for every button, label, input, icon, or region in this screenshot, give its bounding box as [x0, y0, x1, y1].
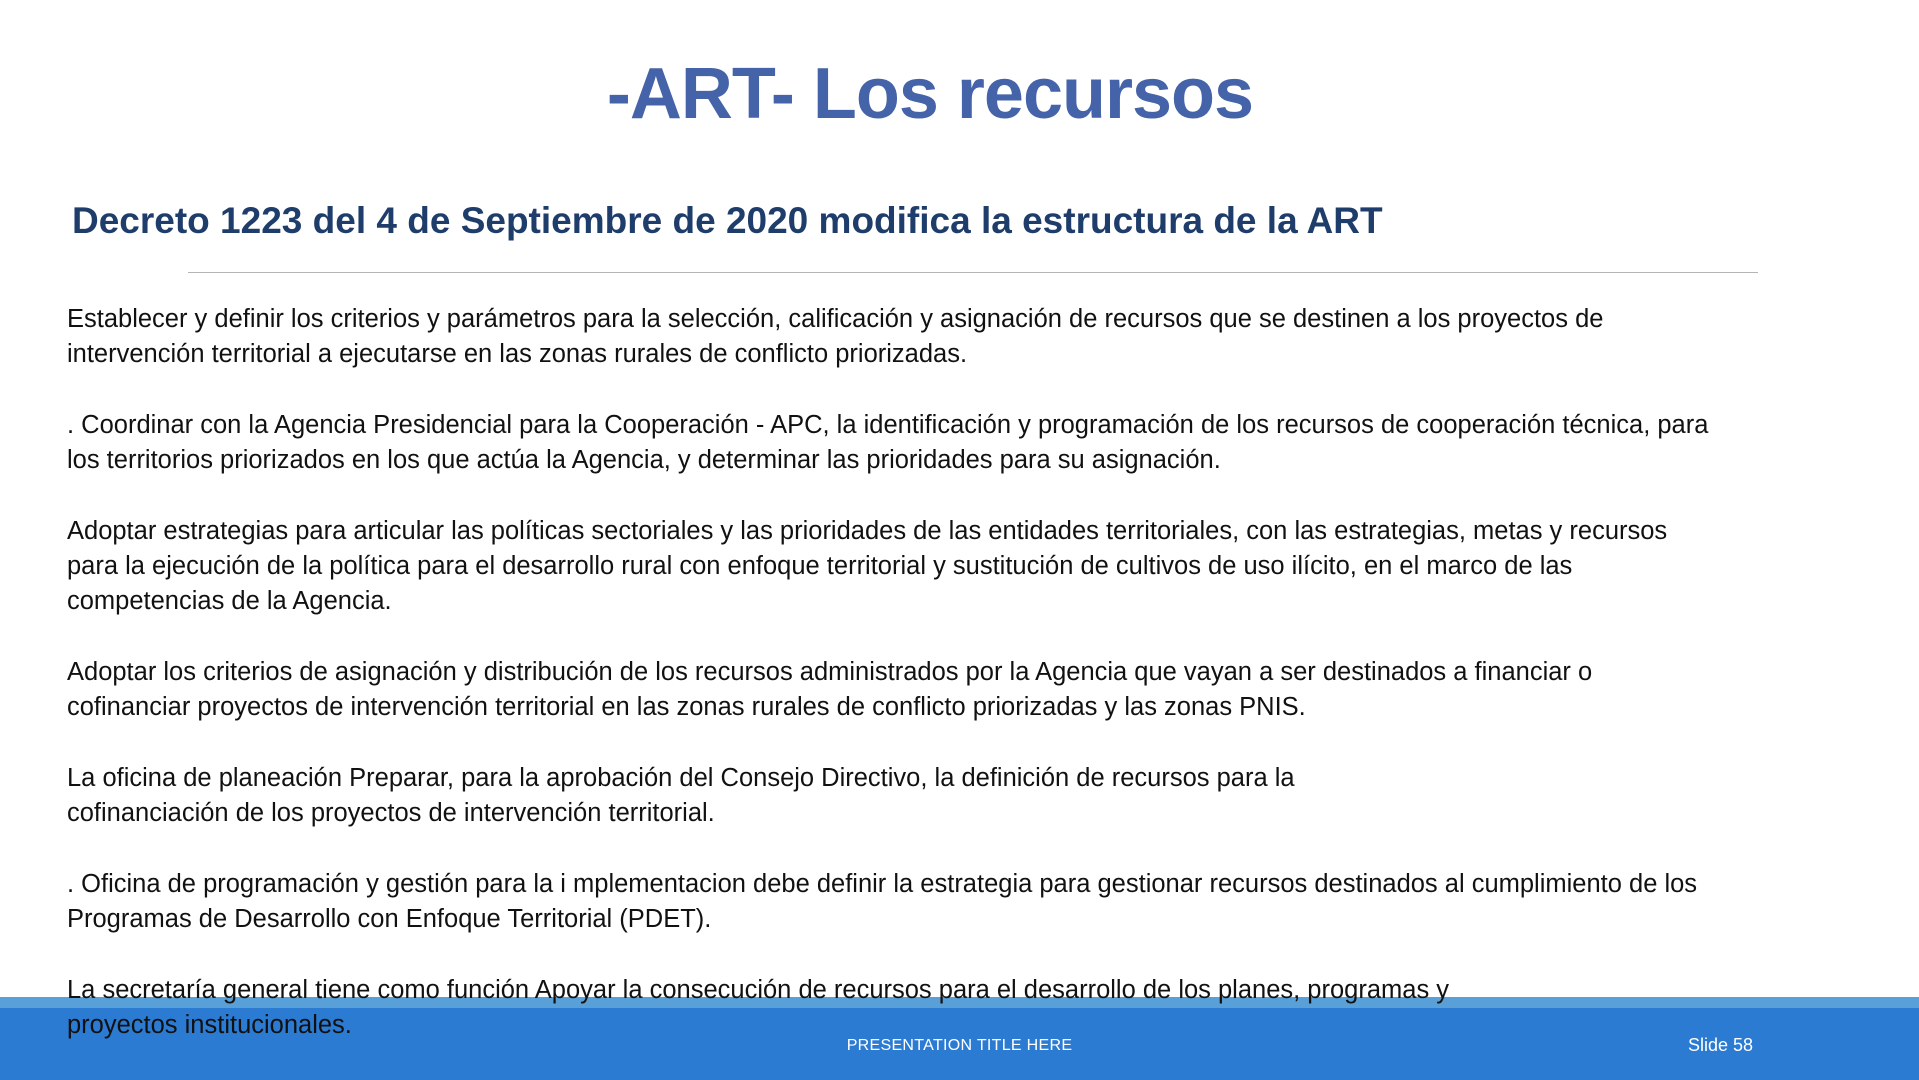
footer-presentation-title: PRESENTATION TITLE HERE	[846, 1037, 1073, 1054]
body-paragraph: . Oficina de programación y gestión para la i mplementacion debe definir la estrategia para gestionar recursos destinados al cumplimiento de los Programas de Desarrollo con Enfoque Territorial (PDET).	[67, 869, 1698, 934]
subtitle-divider	[188, 272, 1758, 273]
slide-body	[67, 302, 1867, 1079]
body-paragraph: Establecer y definir los criterios y parámetros para la selección, calificación y asignación de recursos que se destinen a los proyectos de intervención territorial a ejecutarse en las zonas rurales de conflicto priorizadas.	[67, 305, 1604, 369]
body-paragraph: Adoptar los criterios de asignación y distribución de los recursos administrados por la Agencia que vayan a ser destinados a financiar o cofinanciar proyectos de intervención territorial en las zonas rurales de conflicto priorizadas y las zonas PNIS.	[67, 657, 1593, 722]
body-paragraph: Adoptar estrategias para articular las políticas sectoriales y las prioridades de las entidades territoriales, con las estrategias, metas y recursos para la ejecución de la política para el desarrollo rural con enfoque territorial y sustitución de cultivos de uso ilícito, en el marco de las competencias de la Agencia.	[67, 516, 1668, 616]
body-paragraph: . Coordinar con la Agencia Presidencial para la Cooperación - APC, la identificación y programación de los recursos de cooperación técnica, para los territorios priorizados en los que actúa la Agencia, y determinar las prioridades para su asignación.	[67, 410, 1709, 475]
slide-title: -ART- Los recursos	[606, 54, 1254, 134]
body-paragraph: La secretaría general tiene como función Apoyar la consecución de recursos para el desarrollo de los planes, programas y proyectos institucionales.	[67, 975, 1450, 1039]
body-paragraph: La oficina de planeación Preparar, para la aprobación del Consejo Directivo, la definición de recursos para la cofinanciación de los proyectos de intervención territorial.	[67, 763, 1295, 828]
footer-slide-number: Slide 58	[1688, 1035, 1754, 1055]
slide-subtitle: Decreto 1223 del 4 de Septiembre de 2020 modifica la estructura de la ART	[72, 200, 1383, 241]
